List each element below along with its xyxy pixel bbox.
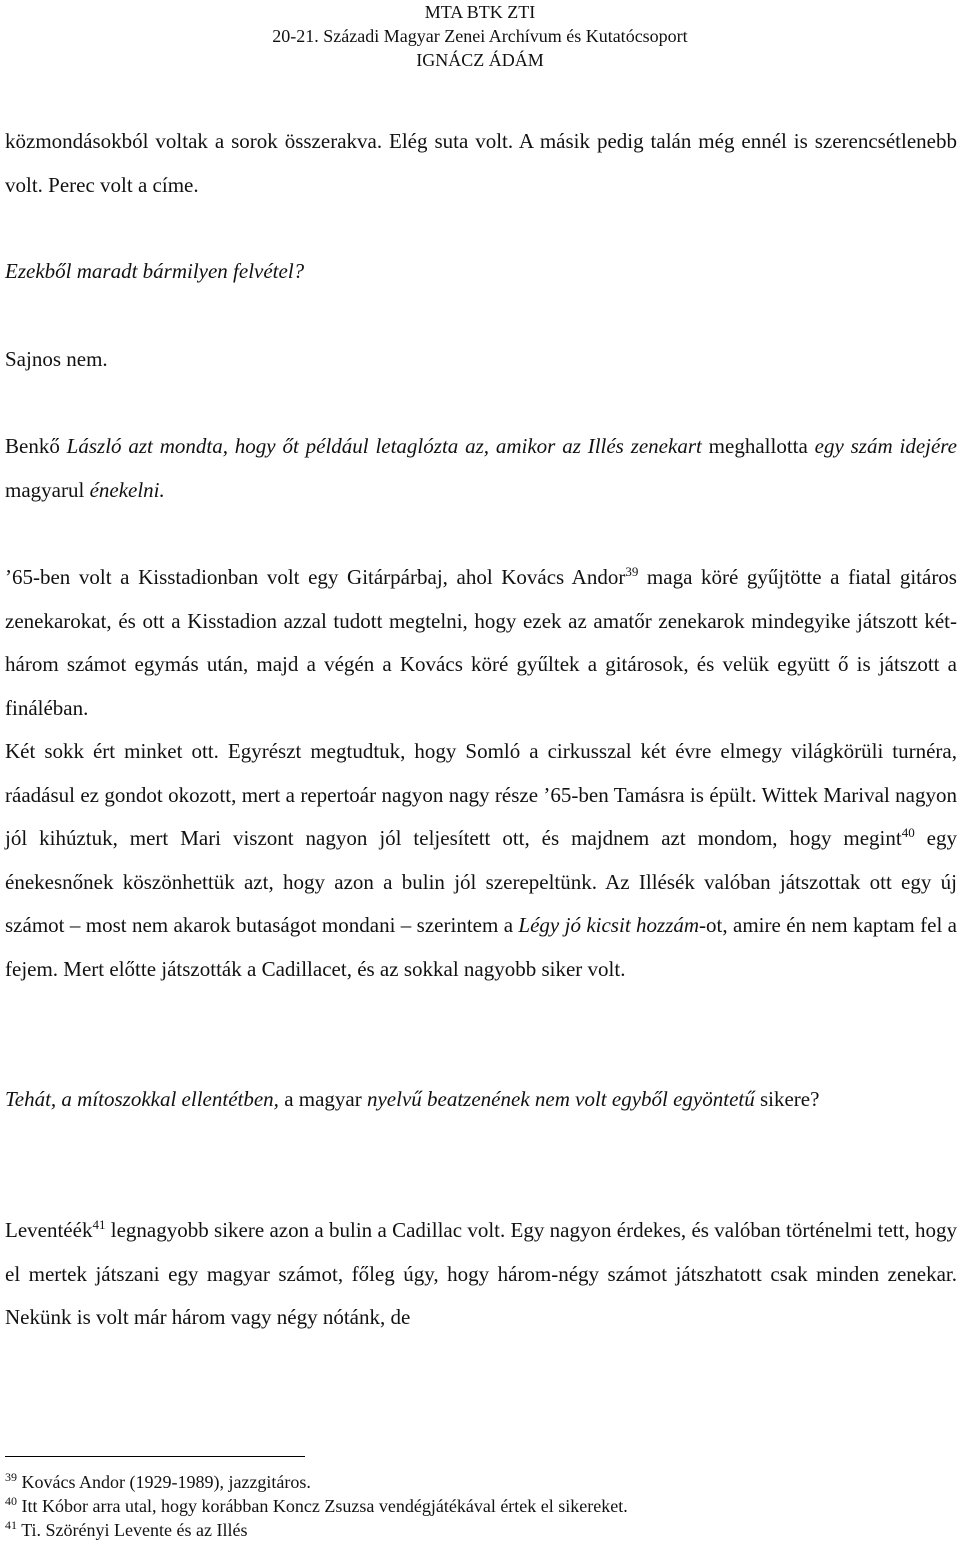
header-author: IGNÁCZ ÁDÁM bbox=[416, 50, 544, 70]
paragraph-4 bbox=[5, 556, 957, 730]
footnote-ref-41[interactable]: 41 bbox=[92, 1217, 106, 1232]
p4-a: ’65-ben volt a Kisstadionban volt egy Gitárpárbaj, ahol Kovács Andor bbox=[5, 565, 626, 589]
q2-a: Tehát, a mítoszokkal ellentétben, bbox=[5, 1087, 279, 1111]
paragraph-6 bbox=[5, 1209, 957, 1340]
footnote-divider bbox=[5, 1456, 305, 1457]
footnote-41 bbox=[5, 1519, 955, 1541]
paragraph-5 bbox=[5, 730, 957, 992]
q2-c: nyelvű beatzenének nem volt egyből egyöntetű bbox=[366, 1087, 755, 1111]
header-institution: MTA BTK ZTI bbox=[424, 2, 536, 22]
question-1-text: Ezekből maradt bármilyen felvétel? bbox=[5, 259, 305, 283]
p3-e: magyarul bbox=[5, 477, 90, 502]
footnote-number: 41 bbox=[5, 1518, 17, 1532]
paragraph-3 bbox=[5, 425, 957, 512]
p3-c: meghallotta bbox=[701, 434, 815, 458]
footnote-text: Ti. Szörényi Levente és az Illés bbox=[21, 1520, 248, 1540]
footnote-39 bbox=[5, 1471, 955, 1493]
paragraph-1: közmondásokból voltak a sorok összerakva. Elég suta volt. A másik pedig talán még ennél is szerencsétlenebb volt. Perec volt a címe. bbox=[5, 129, 957, 197]
p3-b: László azt mondta, hogy őt például letaglózta az, amikor az Illés zenekart bbox=[66, 434, 702, 458]
p3-a: Benkő bbox=[5, 434, 67, 458]
footnote-text: Itt Kóbor arra utal, hogy korábban Koncz Zsuzsa vendégjátékával értek el sikereket. bbox=[21, 1496, 628, 1516]
paragraph-2: Sajnos nem. bbox=[5, 347, 108, 371]
footnote-ref-39[interactable]: 39 bbox=[625, 564, 639, 579]
footnote-number: 40 bbox=[5, 1494, 17, 1508]
p3-d: egy szám idejére bbox=[814, 434, 958, 458]
p4-b: maga köré gyűjtötte a fiatal gitáros zenekarokat, és ott a Kisstadion azzal tudott megtelni, hogy ezek az amatőr zenekarok mindegyike játszott két-három számot egymás után, majd a végén a Kovács köré gyűltek a gitárosok, és velük együtt ő is játszott a fináléban. bbox=[5, 565, 957, 720]
p5-b: egy énekesnőnek köszönhettük azt, hogy azon a bulin jól szerepeltünk. Az Illésék valóban játszottak ott egy új számot – most nem akarok butaságot mondani – szerintem a bbox=[5, 826, 957, 938]
p5-c: -ot, amire én nem kaptam fel a fejem. Mert előtte játszották a Cadillacet, és az sokkal nagyobb siker volt. bbox=[5, 913, 957, 981]
header-archive: 20-21. Századi Magyar Zenei Archívum és Kutatócsoport bbox=[272, 26, 688, 46]
footnote-ref-40[interactable]: 40 bbox=[901, 825, 915, 841]
q2-b: a magyar bbox=[278, 1087, 367, 1111]
p6-b: legnagyobb sikere azon a bulin a Cadillac volt. Egy nagyon érdekes, és valóban történelmi tett, hogy el mertek játszani egy magyar számot, főleg úgy, hogy három-négy számot játszhatott csak minden zenekar. Nekünk is volt már három vagy négy nótánk, de bbox=[5, 1218, 957, 1330]
footnote-text: Kovács Andor (1929-1989), jazzgitáros. bbox=[21, 1472, 311, 1492]
song-title: Légy jó kicsit hozzám bbox=[518, 913, 700, 938]
page-header bbox=[0, 0, 960, 72]
footnote-40 bbox=[5, 1495, 955, 1517]
footnote-number: 39 bbox=[5, 1470, 17, 1484]
question-2 bbox=[5, 1078, 957, 1122]
p3-f: énekelni. bbox=[89, 477, 165, 502]
p6-a: Leventéék bbox=[5, 1218, 93, 1242]
question-1 bbox=[5, 250, 957, 294]
p5-a: Két sokk ért minket ott. Egyrészt megtudtuk, hogy Somló a cirkusszal két évre elmegy világkörüli turnéra, ráadásul ez gondot okozott, mert a repertoár nagyon nagy része ’65-ben Tamásra is épült. Wittek Marival nagyon jól kihúztuk, mert Mari viszont nagyon jól teljesített ott, és majdnem azt mondom, hogy megint bbox=[5, 739, 957, 851]
q2-d: sikere? bbox=[754, 1087, 820, 1111]
